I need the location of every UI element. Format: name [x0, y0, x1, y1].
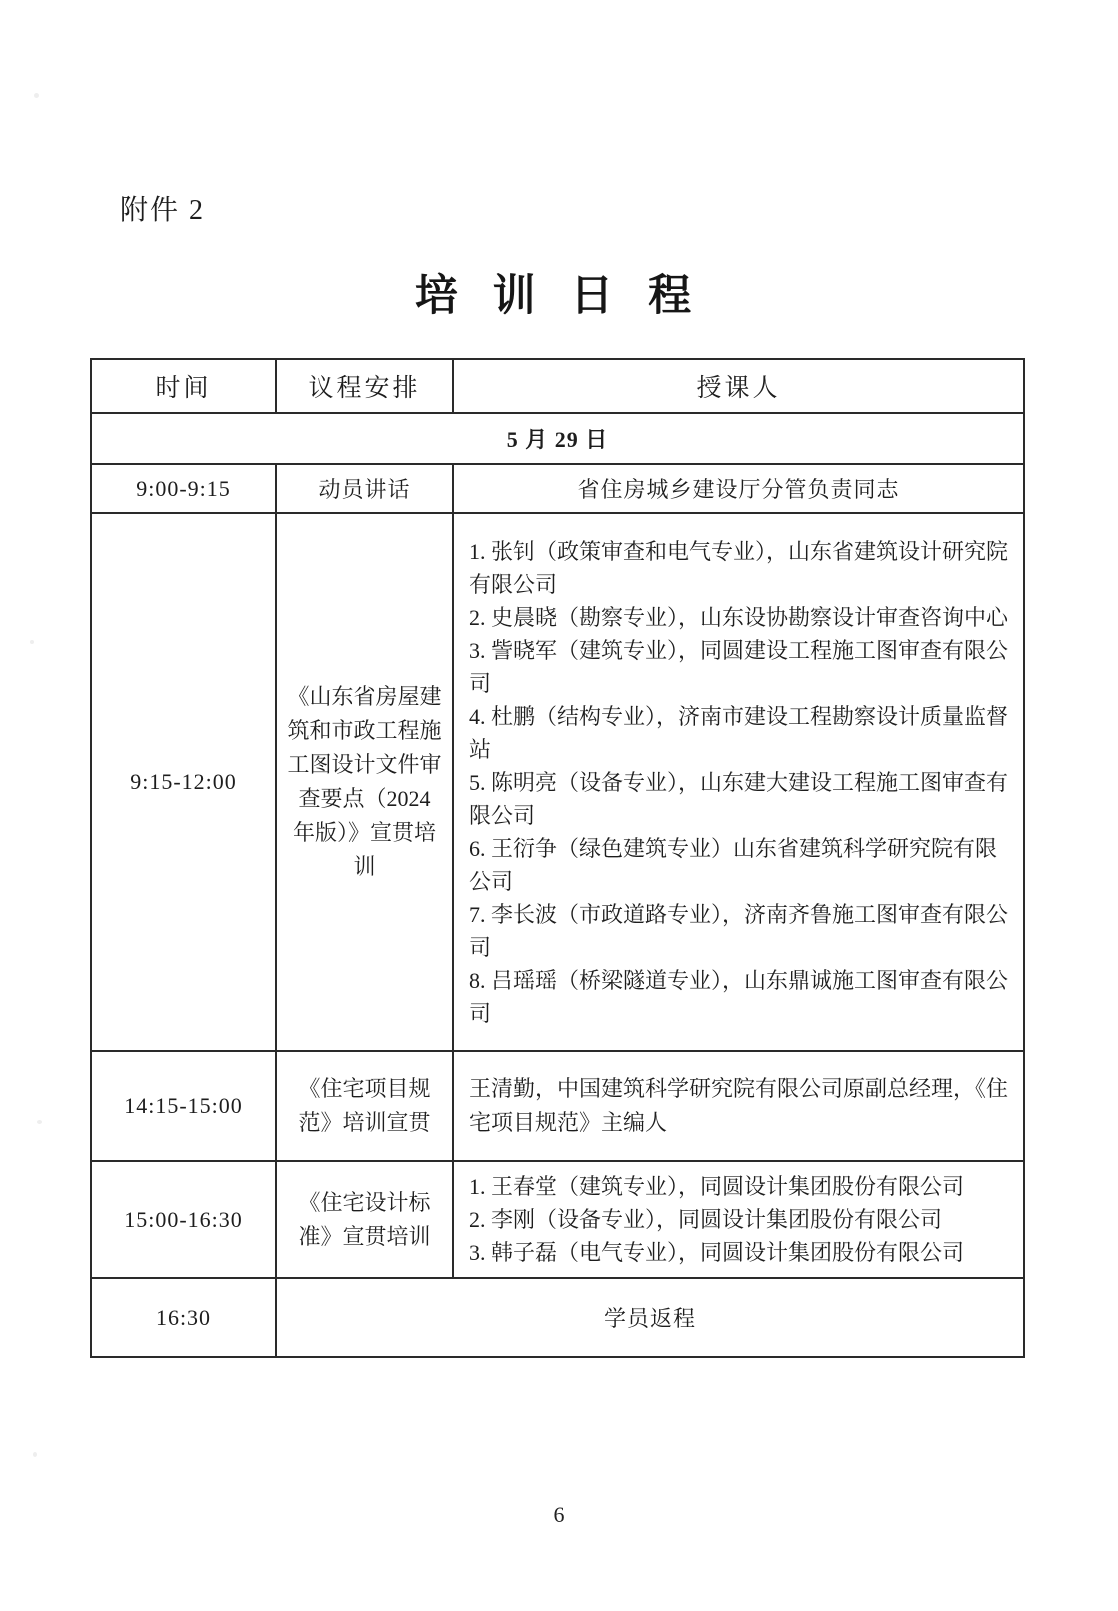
table-row — [91, 1161, 1024, 1278]
table-header-row — [91, 359, 1024, 413]
lecturer-cell — [453, 1161, 1024, 1278]
lecturer-list — [454, 527, 1023, 1038]
column-header-lecturer: 授课人 — [453, 359, 1024, 413]
time-cell: 15:00-16:30 — [91, 1161, 276, 1278]
table-row — [91, 464, 1024, 513]
lecturer-line: 4. 杜鹏（结构专业），济南市建设工程勘察设计质量监督站 — [469, 703, 1009, 762]
lecturer-line: 1. 王春堂（建筑专业），同圆设计集团股份有限公司 — [469, 1174, 965, 1199]
page-number: 6 — [553, 1502, 565, 1527]
column-header-time: 时间 — [91, 359, 276, 413]
table-row — [91, 513, 1024, 1051]
lecturer-line: 1. 张钊（政策审查和电气专业），山东省建筑设计研究院有限公司 — [469, 538, 1009, 597]
date-banner-row — [91, 413, 1024, 464]
table-row — [91, 1051, 1024, 1161]
lecturer-line: 3. 韩子磊（电气专业），同圆设计集团股份有限公司 — [469, 1240, 965, 1265]
agenda-cell: 《山东省房屋建筑和市政工程施工图设计文件审查要点（2024 年版）》宣贯培训 — [276, 513, 453, 1051]
time-cell: 14:15-15:00 — [91, 1051, 276, 1161]
lecturer-cell: 省住房城乡建设厅分管负责同志 — [453, 464, 1024, 513]
page-title: 培 训 日 程 — [414, 273, 704, 320]
lecturer-cell — [453, 513, 1024, 1051]
table-row — [91, 1278, 1024, 1357]
time-cell: 9:00-9:15 — [91, 464, 276, 513]
time-cell: 9:15-12:00 — [91, 513, 276, 1051]
lecturer-line: 2. 史晨晓（勘察专业），山东设协勘察设计审查咨询中心 — [469, 604, 1009, 630]
column-header-agenda: 议程安排 — [276, 359, 453, 413]
lecturer-list — [454, 1162, 1023, 1277]
time-cell: 16:30 — [91, 1278, 276, 1357]
agenda-cell: 《住宅设计标准》宣贯培训 — [276, 1161, 453, 1278]
agenda-cell: 动员讲话 — [276, 464, 453, 513]
lecturer-line: 2. 李刚（设备专业），同圆设计集团股份有限公司 — [469, 1207, 943, 1232]
scan-artifact — [37, 1120, 42, 1124]
date-banner: 5 月 29 日 — [91, 413, 1024, 464]
lecturer-line: 8. 吕瑶瑶（桥梁隧道专业），山东鼎诚施工图审查有限公司 — [469, 967, 1009, 1026]
lecturer-line: 6. 王衍争（绿色建筑专业）山东省建筑科学研究院有限公司 — [469, 835, 998, 894]
training-schedule-table — [90, 358, 1025, 1358]
scan-artifact — [30, 640, 34, 644]
lecturer-cell: 王清勤，中国建筑科学研究院有限公司原副总经理，《住宅项目规范》主编人 — [453, 1051, 1024, 1161]
attachment-label: 附件 2 — [120, 195, 206, 226]
scan-artifact — [34, 93, 39, 98]
merged-note-cell: 学员返程 — [276, 1278, 1024, 1357]
scan-artifact — [33, 1452, 37, 1457]
lecturer-line: 5. 陈明亮（设备专业），山东建大建设工程施工图审查有限公司 — [469, 769, 1009, 828]
lecturer-line: 7. 李长波（市政道路专业），济南齐鲁施工图审查有限公司 — [469, 901, 1009, 960]
agenda-cell: 《住宅项目规范》培训宣贯 — [276, 1051, 453, 1161]
lecturer-line: 3. 訾晓军（建筑专业），同圆建设工程施工图审查有限公司 — [469, 637, 1009, 696]
